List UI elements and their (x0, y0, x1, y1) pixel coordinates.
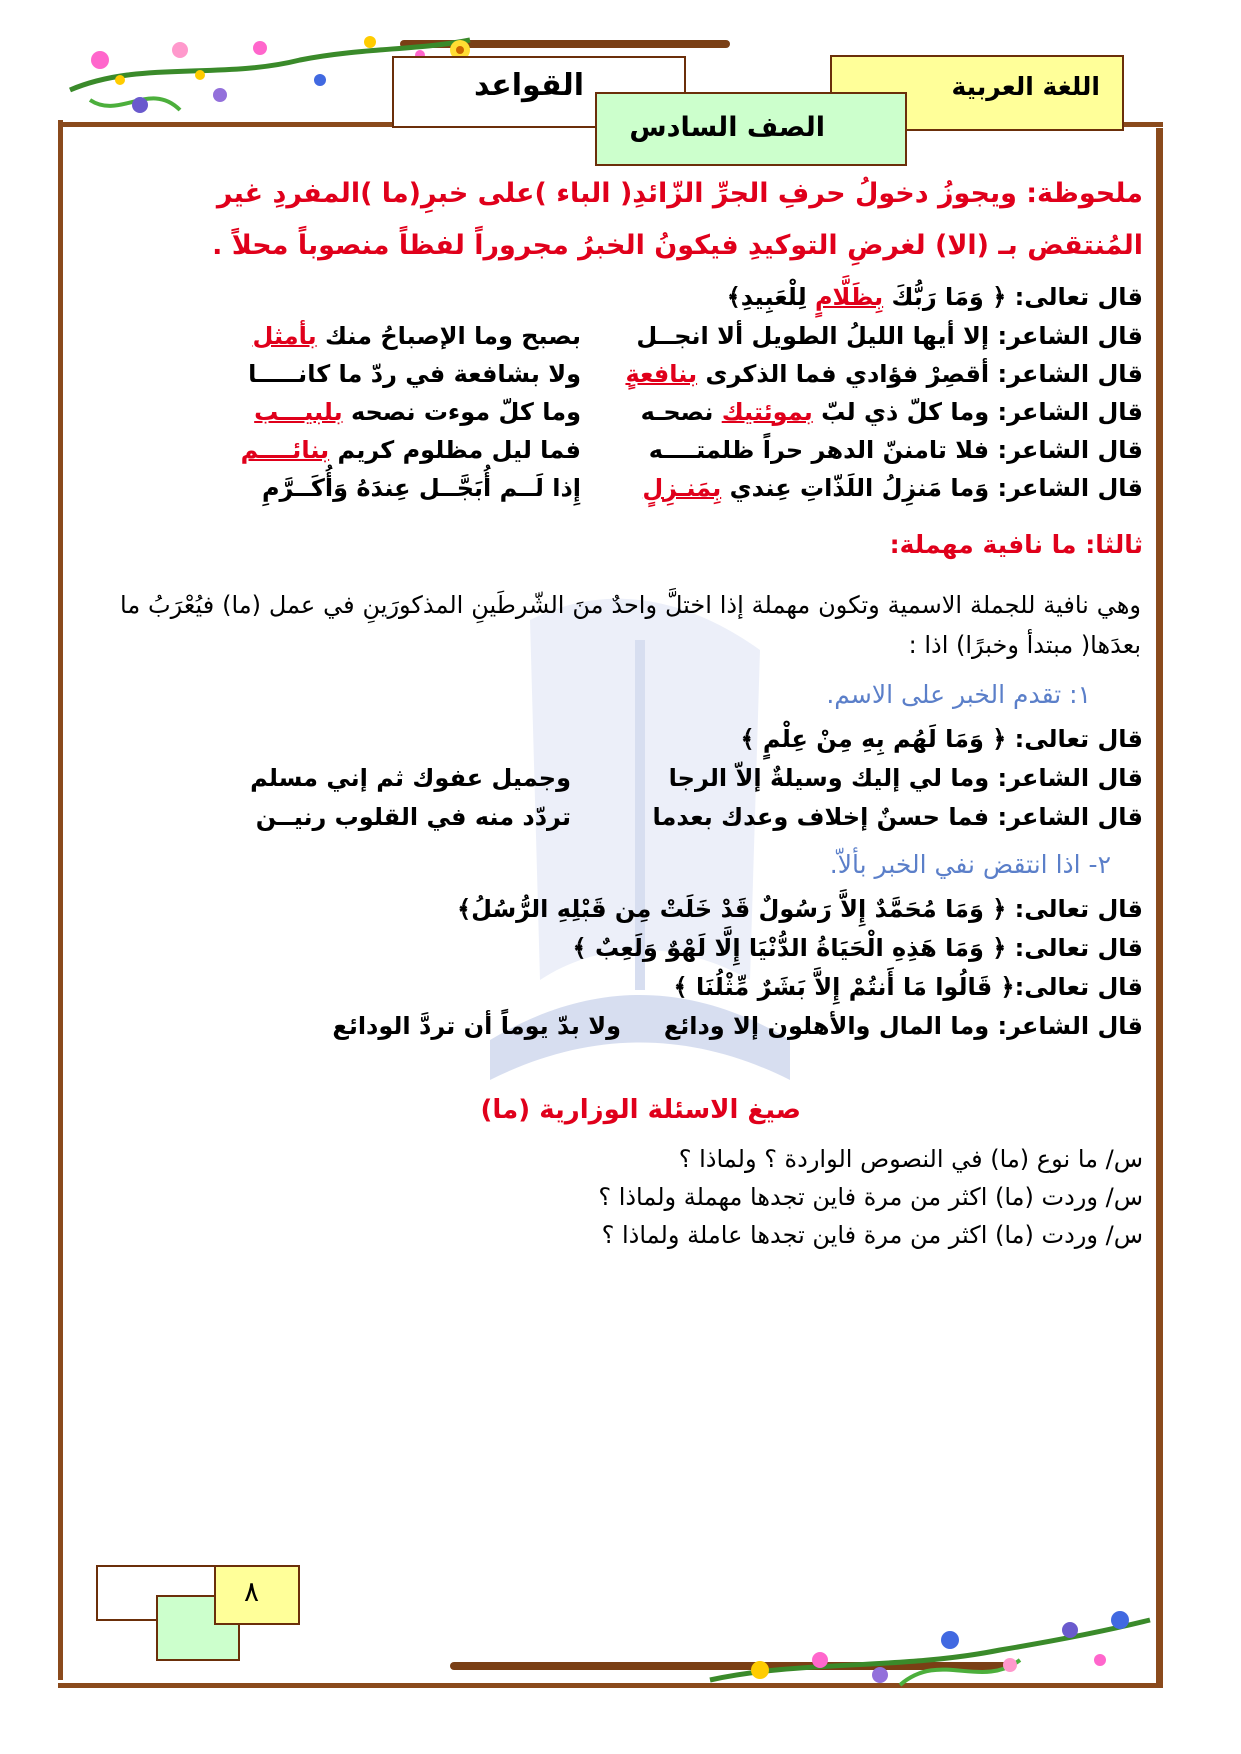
question-2: س/ وردت (ما) اكثر من مرة فاين تجدها مهملة ولماذا ؟ (598, 1183, 1143, 1211)
group-1-quran: قال تعالى: ﴿ وَمَا لَهُم بِهِ مِنْ عِلْمٍ ﴾ (740, 725, 1143, 753)
quran-verse-1: قال تعالى: ﴿ وَمَا رَبُّكَ بِظَلَّامٍ لِلْعَبِيدِ﴾ (726, 283, 1143, 311)
group-2-poem-right: قال الشاعر: وما المال والأهلون إلا ودائع (663, 1012, 1143, 1040)
group-1-poem-2-right: قال الشاعر: فما حسنٌ إخلاف وعدك بعدما (652, 803, 1143, 831)
poem-4-left: فما ليل مظلوم كريم بنائــــم (240, 436, 581, 464)
note-line-2: المُنتقض بـ (الا) لغرضِ التوكيدِ فيكونُ الخبرُ مجروراً لفظاً منصوباً محلاً . (212, 230, 1143, 261)
poem-1-left: بصبح وما الإصباحُ منك بأمثل (252, 322, 581, 350)
poem-2-right: قال الشاعر: أقصِرْ فؤادي فما الذكرى بنافعةٍ (625, 360, 1143, 388)
section-3-paragraph: وهي نافية للجملة الاسمية وتكون مهملة إذا اختلَّ واحدٌ منَ الشّرطَينِ المذكورَينِ في عمل (ما) فيُعْرَبُ ما بعدَها( مبتدأ وخبرًا) اذا : (120, 591, 1141, 659)
note-line-1: ملحوظة: ويجوزُ دخولُ حرفِ الجرِّ الزّائدِ( الباء )على خبرِ(ما )المفردِ غير (216, 178, 1143, 209)
frame-left-border (58, 120, 63, 1680)
poem-3-left: وما كلّ موءت نصحه بلبيـــب (254, 398, 581, 426)
bottom-flower-decoration-icon (700, 1590, 1160, 1700)
questions-title: صيغ الاسئلة الوزارية (ما) (480, 1095, 801, 1125)
group-1-poem-1-left: وجميل عفوك ثم إني مسلم (250, 764, 571, 792)
grade-title: الصف السادس (629, 112, 825, 143)
group-2-quran-1: قال تعالى: ﴿ وَمَا مُحَمَّدٌ إِلاَّ رَسُولٌ قَدْ خَلَتْ مِن قَبْلِهِ الرُّسُلُ﴾ (457, 895, 1143, 923)
question-1: س/ ما نوع (ما) في النصوص الواردة ؟ ولماذا ؟ (678, 1145, 1143, 1173)
group-2-poem-left: ولا بدّ يوماً أن تردَّ الودائع (332, 1012, 621, 1040)
condition-2: ٢- اذا انتقض نفي الخبر بألاّ. (829, 850, 1111, 879)
condition-1: ١: تقدم الخبر على الاسم. (826, 680, 1091, 709)
question-3: س/ وردت (ما) اكثر من مرة فاين تجدها عاملة ولماذا ؟ (601, 1221, 1143, 1249)
poem-4-right: قال الشاعر: فلا تامننّ الدهر حراً ظلمتــــه (648, 436, 1143, 464)
group-2-quran-3: قال تعالى:﴿ قَالُوا مَا أَنتُمْ إِلاَّ بَشَرٌ مِّثْلُنَا ﴾ (673, 973, 1143, 1001)
group-1-poem-1-right: قال الشاعر: وما لي إليك وسيلةٌ إلاّ الرجا (668, 764, 1143, 792)
poem-2-left: ولا بشافعة في ردّ ما كانـــــا (248, 360, 581, 388)
poem-5-left: إِذا لَــم أُبَجَّــل عِندَهُ وَأُكَــرَّمِ (261, 474, 581, 502)
frame-right-border (1156, 128, 1163, 1688)
poem-5-right: قال الشاعر: وَما مَنزِلُ اللَذّاتِ عِندي بِمَنـزِلٍ (642, 474, 1143, 502)
poem-1-right: قال الشاعر: إلا أيها الليلُ الطويل ألا انجــل (636, 322, 1143, 350)
group-1-poem-2-left: تردّد منه في القلوب رنيــن (255, 803, 571, 831)
grade-box (595, 92, 907, 166)
group-2-quran-2: قال تعالى: ﴿ وَمَا هَذِهِ الْحَيَاةُ الدُّنْيَا إِلَّا لَهْوٌ وَلَعِبٌ ﴾ (572, 934, 1143, 962)
subject-title: اللغة العربية (951, 72, 1100, 101)
highlight-word: بِظَلَّامٍ (814, 283, 884, 311)
page-number: ٨ (244, 1575, 260, 1608)
section-3-title: ثالثا: ما نافية مهملة: (889, 530, 1143, 559)
page-number-box (214, 1565, 300, 1625)
poem-3-right: قال الشاعر: وما كلّ ذي لبّ بموئتيك نصحـه (640, 398, 1143, 426)
topic-title: القواعد (473, 68, 584, 103)
